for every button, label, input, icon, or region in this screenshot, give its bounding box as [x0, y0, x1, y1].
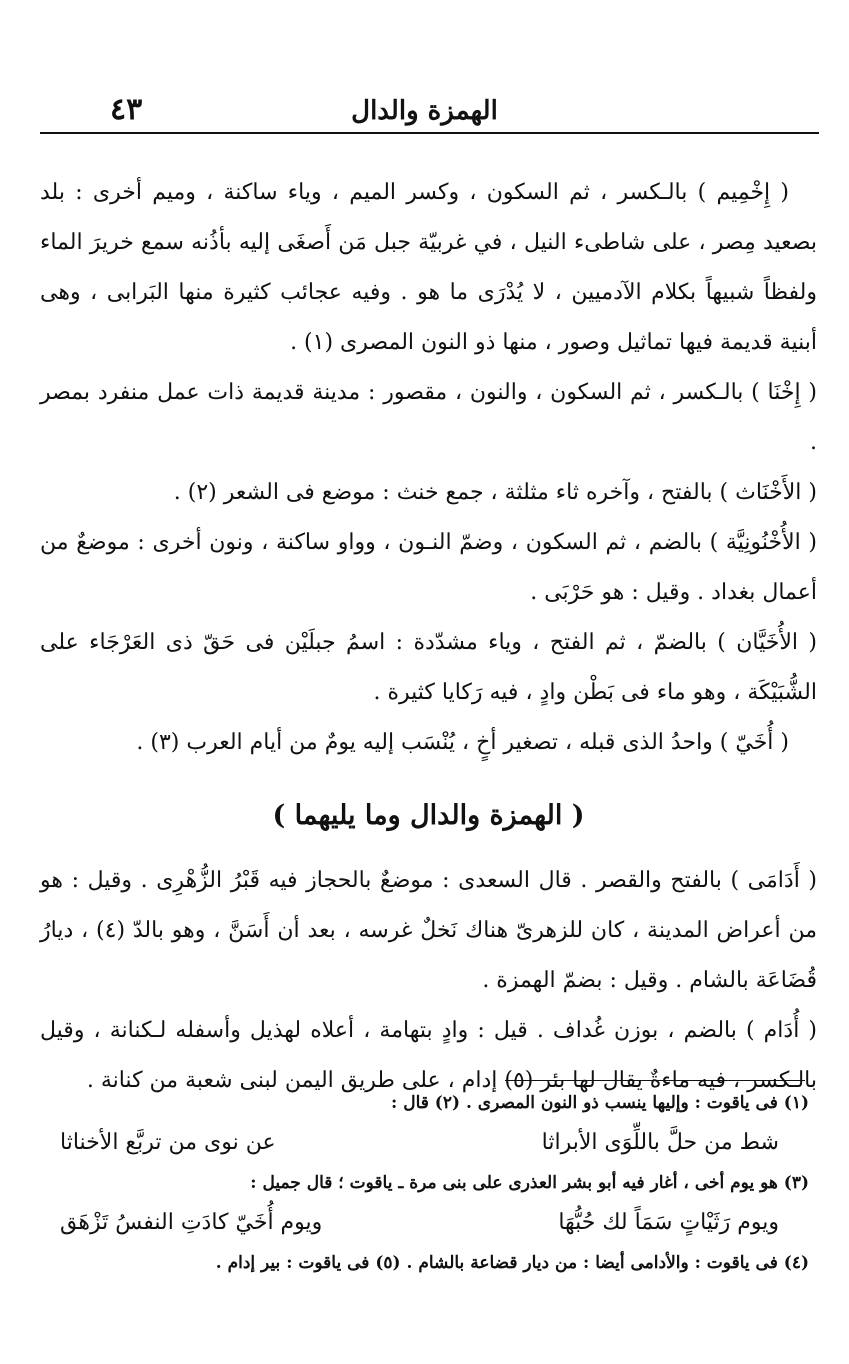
- verse-2-first-hemistich: ويوم رَثَيْاتٍ سَمَاً لك حُبُّهَا: [558, 1210, 779, 1235]
- entry-adama: ( أَدَامَى ) بالفتح والقصر . قال السعدى : موضعٌ بالحجاز فيه قَبْرُ الزُّهْرِى . وقيل : هو من أعراض المدينة ، كان للزهرىّ هناك نَخلٌ غرسه ، بعد أن أَسَنَّ ، وهو بالدّ (٤) ، ديارُ قُضَاعَة بالشام . وقيل : بضمّ الهمزة .: [40, 868, 817, 993]
- page-number: ٤٣: [110, 92, 143, 127]
- entry-akhnath: ( الأَخْنَاث ) بالفتح ، وآخره ثاء مثلثة ، جمع خنث : موضع فى الشعر (٢) .: [173, 480, 817, 505]
- verse-2-second-hemistich: ويوم أُخَيّ كادَتِ النفسُ تَزْهَق: [60, 1210, 323, 1235]
- page-header: [40, 88, 809, 132]
- entry-ikhmim: ( إِخْمِيم ) بالـكسر ، ثم السكون ، وكسر الميم ، وياء ساكنة ، وميم أخرى : بلد بصعيد مِصر ، على شاطىء النيل ، في غربيّة جبل مَن أَصغَى إليه بأذُنه سمع خريرَ الماء ولفظاً شبيهاً بكلام الآدميين ، لا يُدْرَى ما هو . وفيه عجائب كثيرة منها البَرابى ، وهى أبنية قديمة فيها تماثيل وصور ، منها ذو النون المصرى (١) .: [40, 180, 817, 355]
- entry-akhayyan: ( الأُخَيَّان ) بالضمّ ، ثم الفتح ، وياء مشدّدة : اسمُ جبلَيْن فى حَقّ ذى العَرْجَاء على الشُّبَيْكَة ، وهو ماء فى بَطْن وادٍ ، فيه رَكايا كثيرة .: [40, 630, 817, 705]
- verse-1: [50, 1120, 809, 1166]
- section-heading: ( الهمزة والدال وما يليهما ): [272, 800, 585, 831]
- page-body: [40, 168, 817, 1106]
- entry-ukhayy: ( أُخَيّ ) واحدُ الذى قبله ، تصغير أخٍ ، يُنْسَب إليه يومٌ من أيام العرب (٣) .: [136, 730, 789, 755]
- verse-1-second-hemistich: عن نوى من تربَّع الأخناثا: [60, 1130, 276, 1155]
- running-title: الهمزة والدال: [351, 96, 498, 126]
- footnote-rule: [505, 1080, 805, 1081]
- header-rule: [40, 132, 819, 134]
- footnotes: [50, 1086, 809, 1280]
- verse-1-first-hemistich: شط من حلَّ باللِّوَى الأبراثا: [541, 1130, 779, 1155]
- entry-ikhna: ( إِخْنَا ) بالـكسر ، ثم السكون ، والنون ، مقصور : مدينة قديمة ذات عمل منفرد بمصر .: [40, 380, 817, 455]
- verse-2: [50, 1200, 809, 1246]
- entry-akhnuniyya: ( الأُخْنُونِيَّة ) بالضم ، ثم السكون ، وضمّ النـون ، وواو ساكنة ، ونون أخرى : موضعٌ من أعمال بغداد . وقيل : هو حَرْبَى .: [40, 530, 817, 605]
- footnote-3: (٣) هو يوم أخى ، أغار فيه أبو بشر العذرى على بنى مرة ـ ياقوت ؛ قال جميل :: [250, 1173, 809, 1193]
- footnote-4-5: (٤) فى ياقوت : والأدامى أيضا : من ديار قضاعة بالشام . (٥) فى ياقوت : بير إدام .: [215, 1253, 809, 1273]
- footnote-1-2: (١) فى ياقوت : وإليها ينسب ذو النون المصرى . (٢) قال :: [391, 1093, 809, 1113]
- entry-udam: ( أُدَام ) بالضم ، بوزن غُداف . قيل : وادٍ بتهامة ، أعلاه لهذيل وأسفله لـكنانة ، وقيل بالـكسر ، فيه ماءةٌ يقال لها بئر (٥) إدام ، على طريق اليمن لبنى شعبة من كنانة .: [40, 1018, 817, 1093]
